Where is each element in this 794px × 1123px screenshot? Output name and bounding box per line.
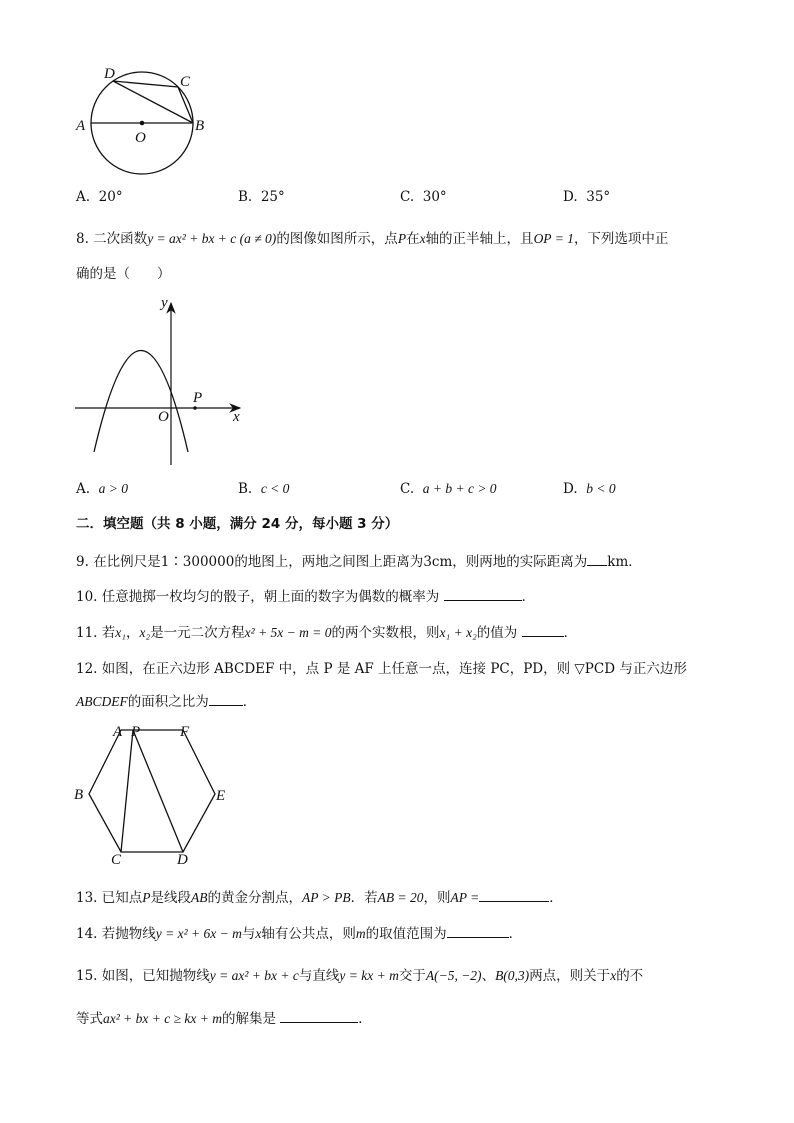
label-a: A <box>113 724 123 740</box>
section-heading: 二．填空题（共 8 小题，满分 24 分，每小题 3 分） <box>76 516 399 532</box>
q7-option-c: C. 30° <box>400 189 447 205</box>
question-10: 10. 任意抛掷一枚均匀的骰子，朝上面的数字为偶数的概率为 ． <box>76 585 535 605</box>
label-o: O <box>135 130 146 146</box>
label-d: D <box>104 66 115 82</box>
label-p: P <box>193 390 203 406</box>
parabola-curve <box>94 351 188 453</box>
q7-option-a: A. 20° <box>76 189 123 205</box>
q8-option-d: D. b < 0 <box>563 481 616 497</box>
segment-pd <box>133 730 183 852</box>
question-8-line2: 确的是（ ） <box>76 266 171 282</box>
chord-cb <box>178 87 193 123</box>
question-15-line1: 15. 如图，已知抛物线y = ax² + bx + c与直线y = kx + m交于A(−5, −2)、B(0,3)两点，则关于x的不 <box>76 968 644 984</box>
question-8-line1: 8. 二次函数y = ax² + bx + c (a ≠ 0)的图像如图所示，点P在x轴的正半轴上，且OP = 1，下列选项中正 <box>76 231 669 247</box>
q8-option-c: C. a + b + c > 0 <box>400 481 497 497</box>
segment-pc <box>121 730 133 852</box>
label-b: B <box>74 787 84 803</box>
label-b: B <box>195 118 205 134</box>
label-e: E <box>216 788 226 804</box>
q8-option-a: A. a > 0 <box>76 481 129 497</box>
hexagon-figure <box>70 718 240 868</box>
label-x: x <box>233 409 240 425</box>
label-c: C <box>180 74 191 90</box>
q7-option-d: D. 35° <box>563 189 611 205</box>
label-c: C <box>111 852 122 868</box>
point-p <box>193 406 197 410</box>
center-point <box>140 121 145 126</box>
hexagon <box>89 730 215 852</box>
question-13: 13. 已知点P是线段AB的黄金分割点，AP > PB．若AB = 20，则AP = ． <box>76 886 563 906</box>
circle-figure <box>70 60 220 178</box>
label-d: D <box>177 852 188 868</box>
question-14: 14. 若抛物线y = x² + 6x − m与x轴有公共点，则m的取值范围为 ． <box>76 922 522 942</box>
label-a: A <box>76 118 86 134</box>
label-p: P <box>131 724 141 740</box>
q7-option-b: B. 25° <box>238 189 285 205</box>
label-y: y <box>161 295 168 311</box>
question-12-line2: ABCDEF的面积之比为 ． <box>76 690 256 710</box>
parabola-figure <box>70 295 250 470</box>
question-12-line1: 12. 如图，在正六边形 ABCDEF 中，点 P 是 AF 上任意一点，连接 PC，PD，则 ▽PCD 与正六边形 <box>76 661 687 677</box>
question-9: 9. 在比例尺是1∶300000的地图上，两地之间图上距离为3cm，则两地的实际距离为 km． <box>76 550 642 570</box>
label-o: O <box>158 409 169 425</box>
question-15-line2: 等式ax² + bx + c ≥ kx + m的解集是 ． <box>76 1007 372 1027</box>
question-11: 11. 若x₁，x₂是一元二次方程x² + 5x − m = 0的两个实数根，则x₁ + x₂的值为 ． <box>76 621 577 641</box>
label-f: F <box>180 724 190 740</box>
q8-option-b: B. c < 0 <box>238 481 290 497</box>
